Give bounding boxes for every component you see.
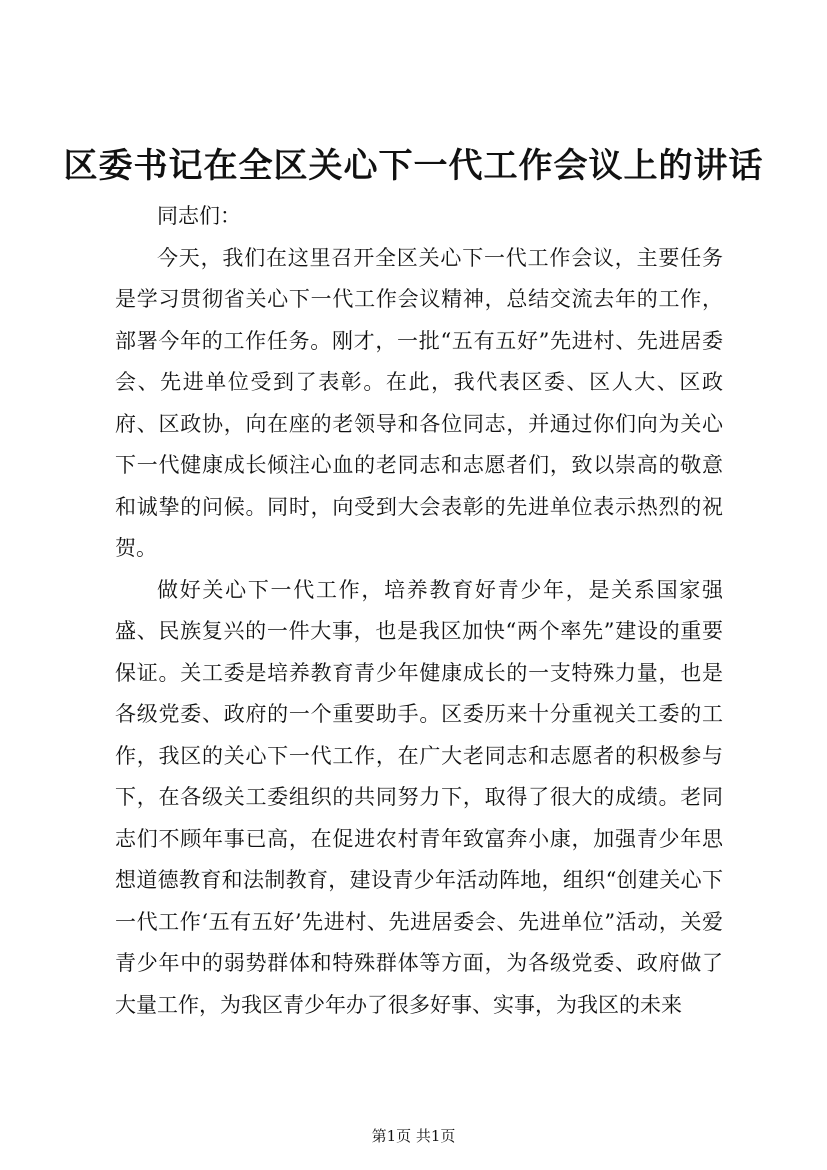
document-title: 区委书记在全区关心下一代工作会议上的讲话 xyxy=(63,146,764,186)
paragraph-2: 做好关心下一代工作，培养教育好青少年，是关系国家强盛、民族复兴的一件大事，也是我区加快“两个率先”建设的重要保证。关工委是培养教育青少年健康成长的一支特殊力量，也是各级党委、政府的一个重要助手。区委历来十分重视关工委的工作，我区的关心下一代工作，在广大老同志和志愿者的积极参与下，在各级关工委组织的共同努力下，取得了很大的成绩。老同志们不顾年事已高，在促进农村青年致富奔小康，加强青少年思想道德教育和法制教育，建设青少年活动阵地，组织“创建关心下一代工作‘五有五好’先进村、先进居委会、先进单位”活动，关爱青少年中的弱势群体和特殊群体等方面，为各级党委、政府做了大量工作，为我区青少年办了很多好事、实事，为我区的未来 xyxy=(115,577,723,1017)
page-footer: 第1页 共1页 xyxy=(371,1127,456,1145)
salutation: 同志们： xyxy=(157,204,241,228)
document-body xyxy=(115,196,723,1026)
paragraph-1: 今天，我们在这里召开全区关心下一代工作会议，主要任务是学习贯彻省关心下一代工作会议精神，总结交流去年的工作，部署今年的工作任务。刚才，一批“五有五好”先进村、先进居委会、先进单位受到了表彰。在此，我代表区委、区人大、区政府、区政协，向在座的老领导和各位同志，并通过你们向为关心下一代健康成长倾注心血的老同志和志愿者们，致以崇高的敬意和诚挚的问候。同时，向受到大会表彰的先进单位表示热烈的祝贺。 xyxy=(115,245,723,560)
